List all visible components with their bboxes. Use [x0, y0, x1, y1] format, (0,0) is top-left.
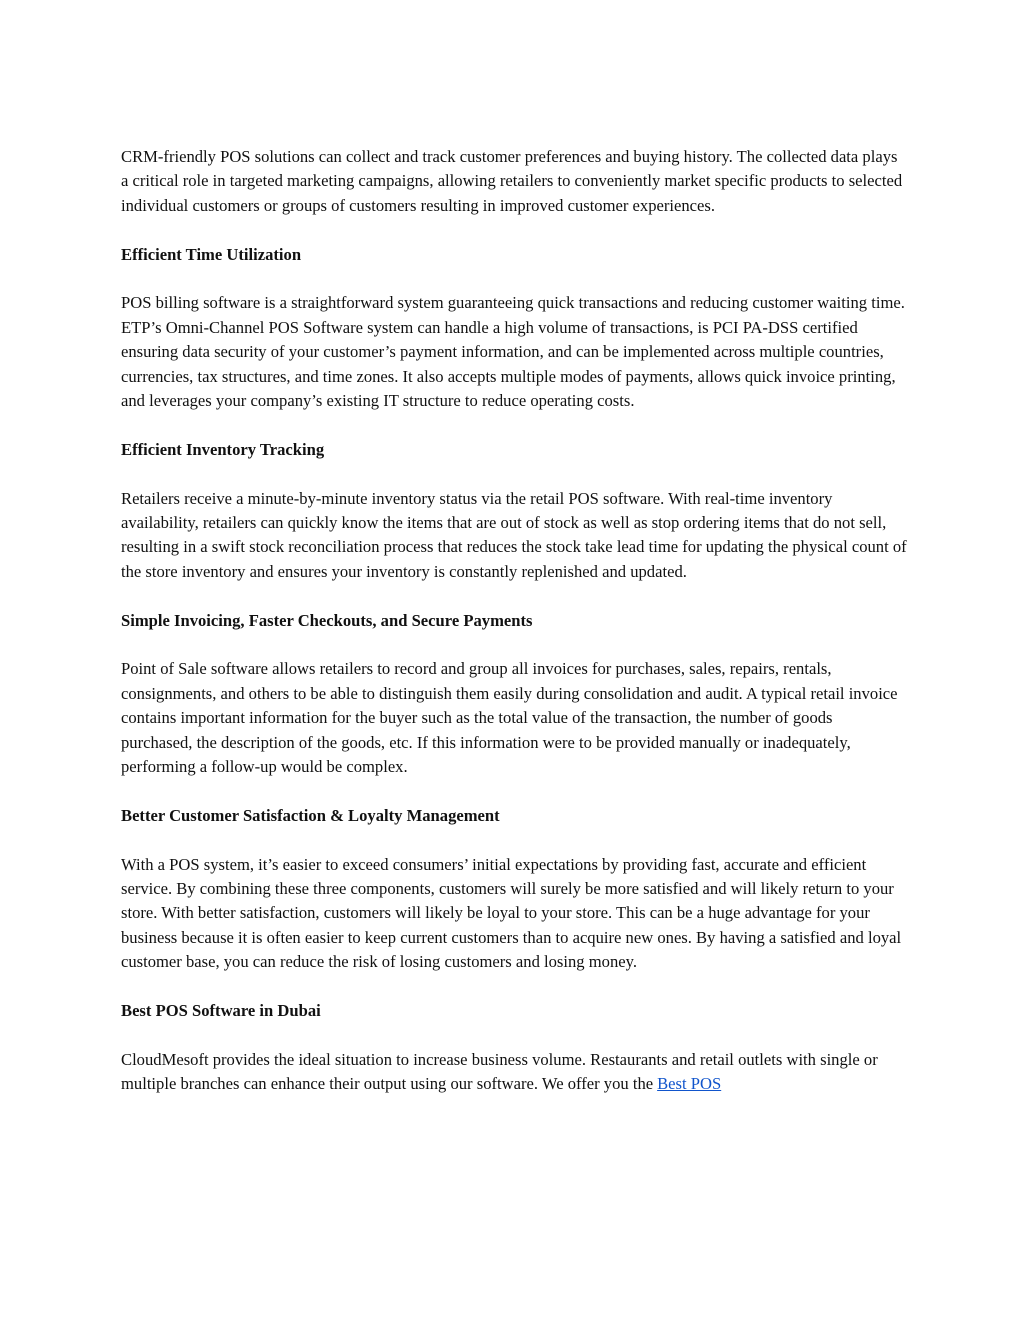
section-heading-best-pos-dubai: Best POS Software in Dubai	[121, 1001, 321, 1021]
section-heading-time-utilization: Efficient Time Utilization	[121, 244, 302, 264]
paragraph-spacer	[121, 828, 907, 852]
section-heading-customer-satisfaction: Better Customer Satisfaction & Loyalty Management	[121, 805, 500, 825]
paragraph-spacer	[121, 267, 907, 291]
paragraph-spacer	[121, 218, 907, 242]
paragraph-spacer	[121, 584, 907, 608]
paragraph-spacer	[121, 779, 907, 803]
paragraph-spacer	[121, 413, 907, 437]
paragraph-spacer	[121, 633, 907, 657]
intro-paragraph: CRM-friendly POS solutions can collect and track customer preferences and buying history. The collected data plays a critical role in targeted marketing campaigns, allowing retailers to conveniently market specific products to selected individual customers or groups of customers resulting in improved customer experiences.	[121, 147, 903, 215]
section-body-customer-satisfaction: With a POS system, it’s easier to exceed consumers’ initial expectations by providing fast, accurate and efficient service. By combining these three components, customers will surely be more satisfied and will likely return to your store. With better satisfaction, customers will likely be loyal to your store. This can be a huge advantage for your business because it is often easier to keep current customers than to acquire new ones. By having a satisfied and loyal customer base, you can reduce the risk of losing customers and losing money.	[121, 854, 902, 972]
paragraph-spacer	[121, 1023, 907, 1047]
paragraph-spacer	[121, 462, 907, 486]
section-body-time-utilization: POS billing software is a straightforward system guaranteeing quick transactions and reducing customer waiting time. ETP’s Omni-Channel POS Software system can handle a high volume of transactions, is PCI PA-DSS certified ensuring data security of your customer’s payment information, and can be implemented across multiple countries, currencies, tax structures, and time zones. It also accepts multiple modes of payments, allows quick invoice printing, and leverages your company’s existing IT structure to reduce operating costs.	[121, 293, 905, 411]
section-body-invoicing: Point of Sale software allows retailers to record and group all invoices for purchases, sales, repairs, rentals, consignments, and others to be able to distinguish them easily during consolidation and audit. A typical retail invoice contains important information for the buyer such as the total value of the transaction, the number of goods purchased, the description of the goods, etc. If this information were to be provided manually or inadequately, performing a follow-up would be complex.	[121, 659, 898, 777]
paragraph-spacer	[121, 975, 907, 999]
section-heading-inventory-tracking: Efficient Inventory Tracking	[121, 439, 325, 459]
best-pos-link[interactable]: Best POS	[657, 1074, 722, 1094]
section-body-text: CloudMesoft provides the ideal situation to increase business volume. Restaurants and retail outlets with single or multiple branches can enhance their output using our software. We offer you the	[121, 1049, 878, 1094]
section-body-best-pos-dubai	[121, 1048, 907, 1097]
section-body-inventory-tracking: Retailers receive a minute-by-minute inventory status via the retail POS software. With real-time inventory availability, retailers can quickly know the items that are out of stock as well as stop ordering items that do not sell, resulting in a swift stock reconciliation process that reduces the stock take lead time for updating the physical count of the store inventory and ensures your inventory is constantly replenished and updated.	[121, 488, 907, 581]
document-page	[121, 145, 907, 1097]
section-heading-invoicing: Simple Invoicing, Faster Checkouts, and Secure Payments	[121, 610, 533, 630]
